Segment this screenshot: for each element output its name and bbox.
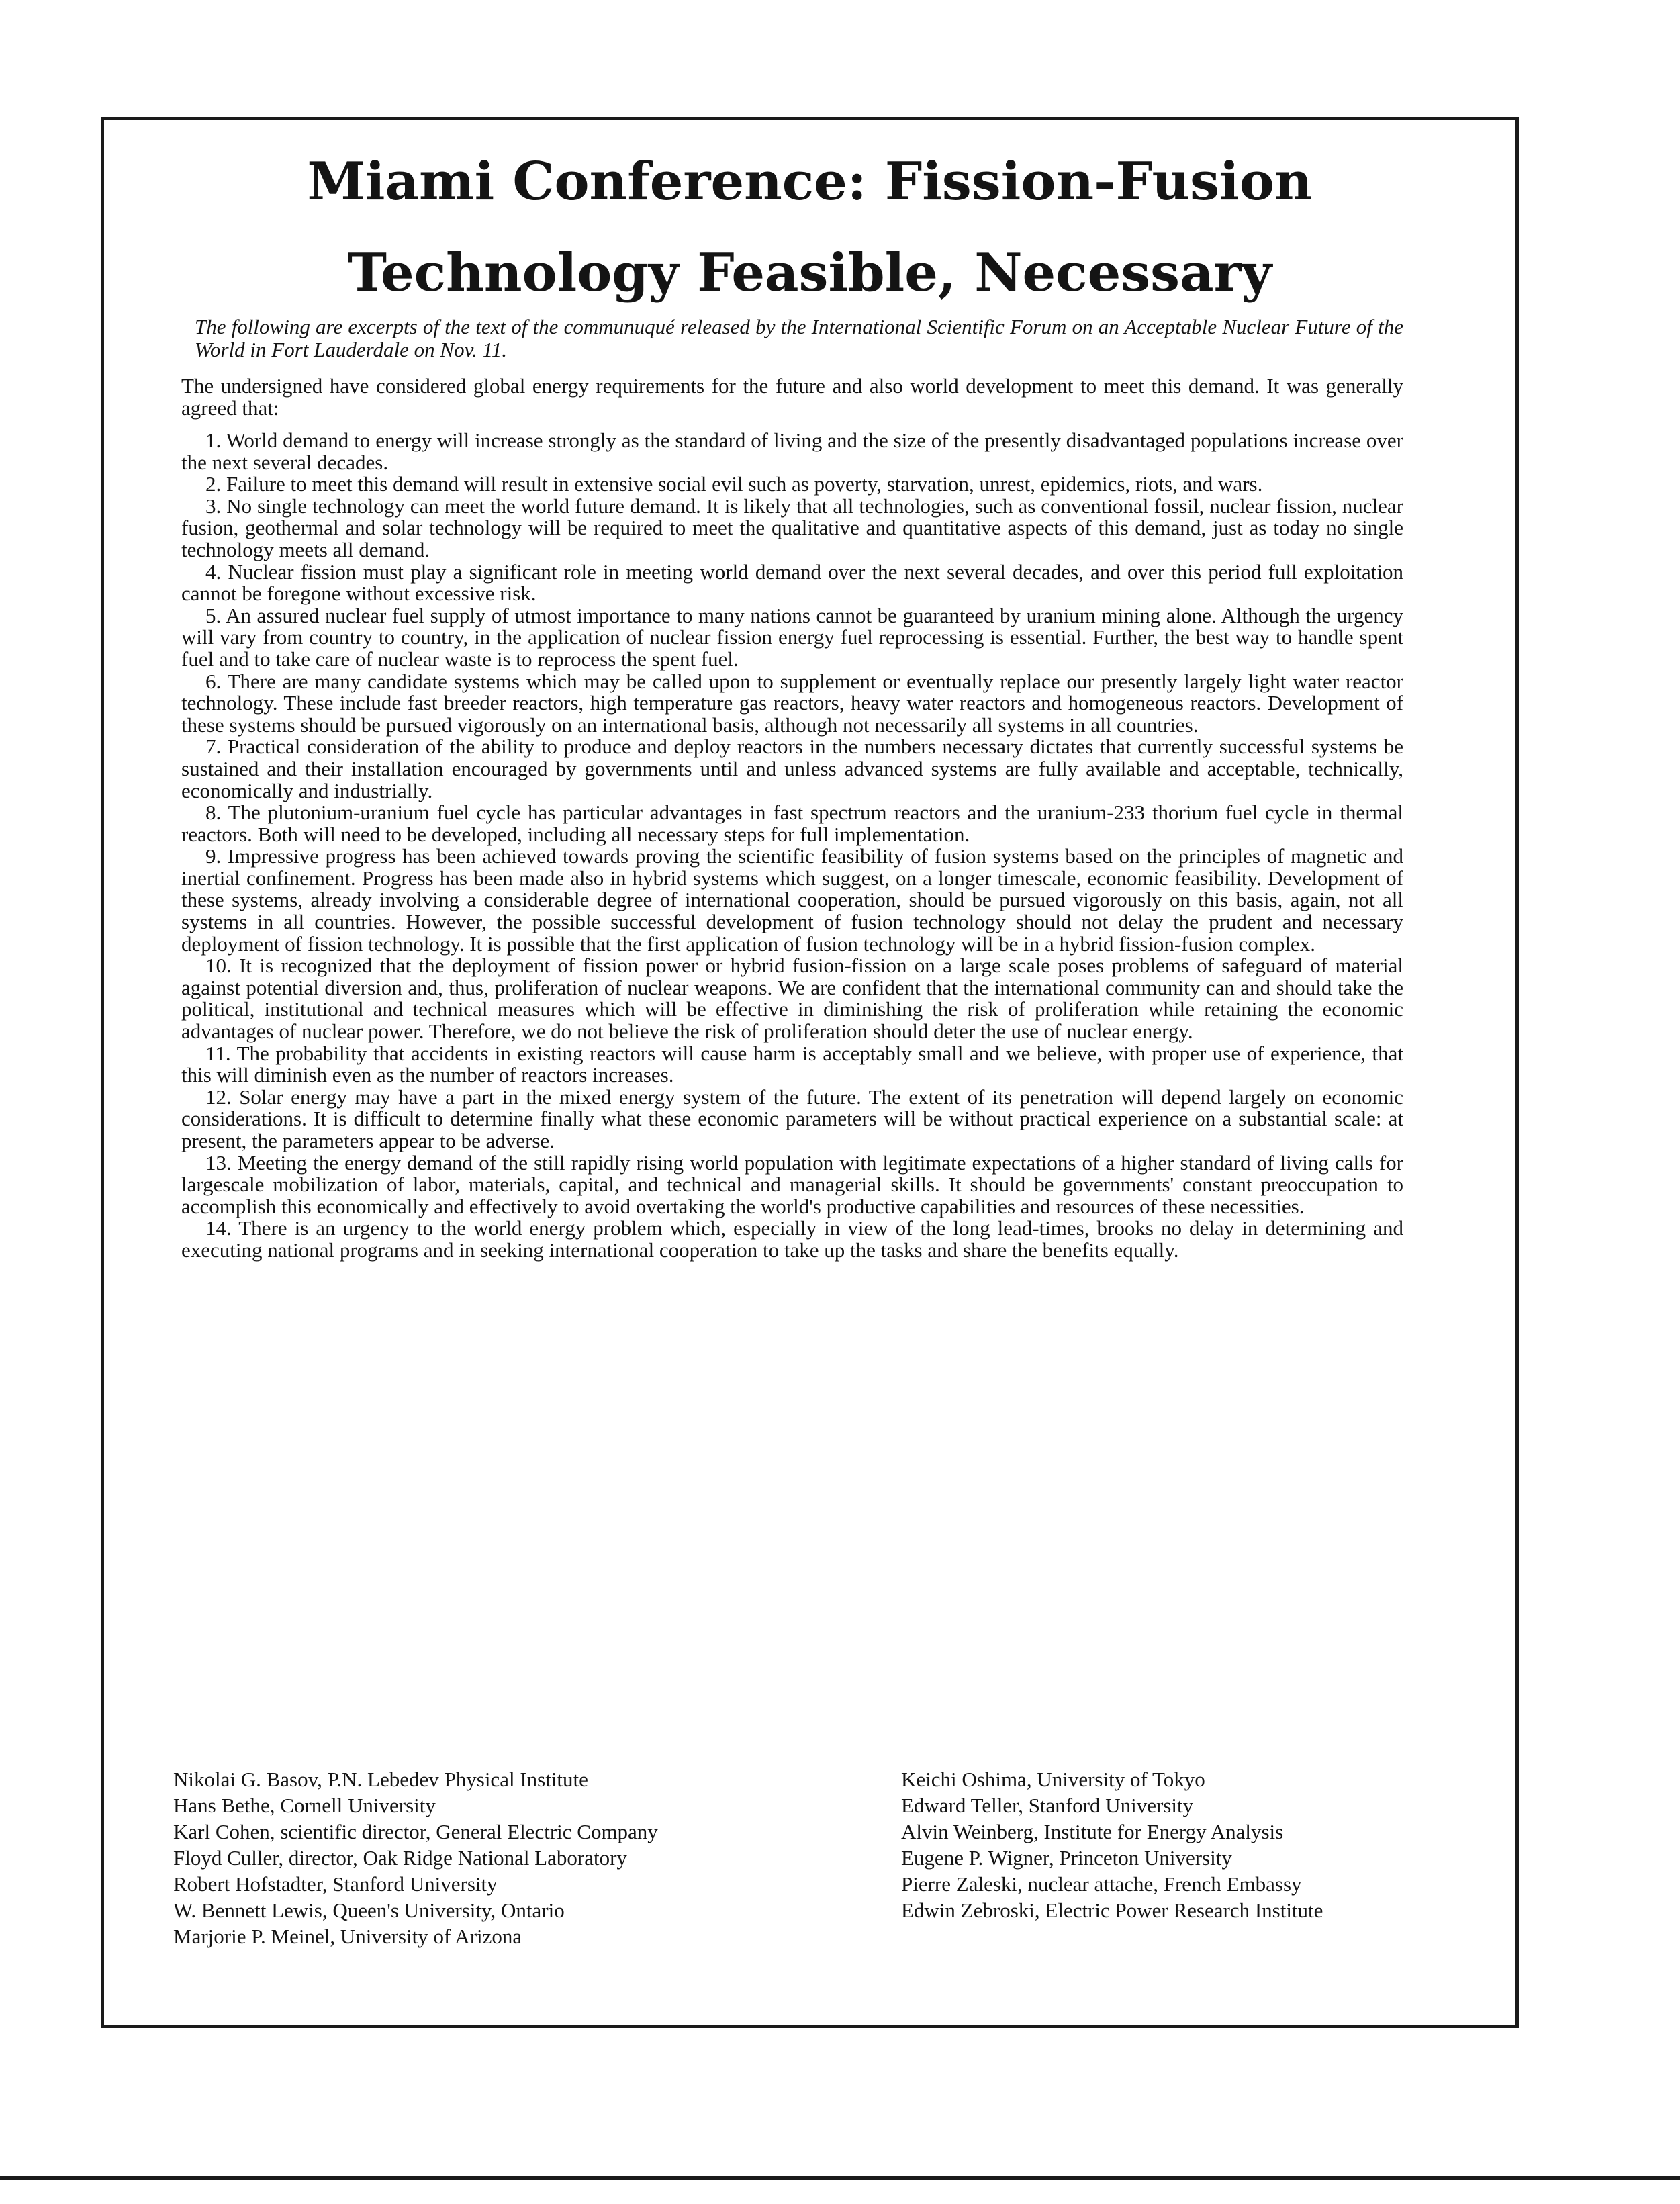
point-item: 9. Impressive progress has been achieved towards proving the scientific feasibility of fusion systems based on the principles of magnetic and inertial confinement. Progress has been made also in hybrid systems which suggest, on a longer timescale, economic feasibility. Development of these systems, already involving a considerable degree of international cooperation, should be pursued vigorously on this basis, again, not all systems in all countries. However, the possible successful development of fusion technology should not delay the prudent and necessary deployment of fission technology. It is possible that the first application of fusion technology will be in a hybrid fission-fusion complex.: [181, 844, 1403, 956]
signatory: W. Bennett Lewis, Queen's University, Ontario: [173, 1898, 565, 1922]
signatory: Marjorie P. Meinel, University of Arizona: [173, 1925, 522, 1948]
signatory: Karl Cohen, scientific director, General Electric Company: [173, 1820, 658, 1843]
signatory: Floyd Culler, director, Oak Ridge National Laboratory: [173, 1846, 627, 1870]
point-item: 6. There are many candidate systems which may be called upon to supplement or eventually replace our presently largely light water reactor technology. These include fast breeder reactors, high temperature gas reactors, heavy water reactors and homogeneous reactors. Development of these systems should be pursued vigorously on an international basis, although not necessarily all systems in all countries.: [181, 669, 1403, 737]
signatory: Hans Bethe, Cornell University: [173, 1794, 436, 1817]
bottom-rule: [0, 2176, 1680, 2180]
signatories-left: [173, 1766, 658, 1949]
point-item: 2. Failure to meet this demand will result in extensive social evil such as poverty, starvation, unrest, epidemics, riots, and wars.: [205, 472, 1263, 496]
signatories-right: [901, 1766, 1323, 1923]
signatory: Keichi Oshima, University of Tokyo: [901, 1767, 1205, 1791]
signatory: Edward Teller, Stanford University: [901, 1794, 1194, 1817]
point-item: 7. Practical consideration of the ability to produce and deploy reactors in the numbers necessary dictates that currently successful systems be sustained and their installation encouraged by governments until and unless advanced systems are fully available and acceptable, technically, economically and industrially.: [181, 735, 1403, 802]
point-item: 11. The probability that accidents in existing reactors will cause harm is acceptably small and we believe, with proper use of experience, that this will diminish even as the number of reactors increases.: [181, 1041, 1403, 1087]
signatory: Edwin Zebroski, Electric Power Research Institute: [901, 1898, 1323, 1922]
point-item: 12. Solar energy may have a part in the mixed energy system of the future. The extent of its penetration will depend largely on economic considerations. It is difficult to determine finally what these economic parameters will be without practical experience on a substantial scale: at present, the parameters appear to be adverse.: [181, 1085, 1403, 1152]
point-item: 8. The plutonium-uranium fuel cycle has particular advantages in fast spectrum reactors and the uranium-233 thorium fuel cycle in thermal reactors. Both will need to be developed, including all necessary steps for full implementation.: [181, 800, 1403, 846]
point-item: 5. An assured nuclear fuel supply of utmost importance to many nations cannot be guaranteed by uranium mining alone. Although the urgency will vary from country to country, in the application of nuclear fission energy fuel reprocessing is essential. Further, the best way to handle spent fuel and to take care of nuclear waste is to reprocess the spent fuel.: [181, 603, 1403, 671]
points-list: [181, 430, 1403, 1262]
signatory: Eugene P. Wigner, Princeton University: [901, 1846, 1232, 1870]
intro-paragraph: The following are excerpts of the text of the communuqué released by the International Scientific Forum on an Acceptable Nuclear Future of the World in Fort Lauderdale on Nov. 11.: [195, 315, 1403, 361]
point-item: 13. Meeting the energy demand of the still rapidly rising world population with legitimate expectations of a higher standard of living calls for largescale mobilization of labor, materials, capital, and technical and managerial skills. It should be governments' constant preoccupation to accomplish this economically and effectively to avoid overtaking the world's productive capabilities and resources of these necessities.: [181, 1150, 1403, 1218]
headline-line-1: Miami Conference: Fission-Fusion: [307, 151, 1313, 212]
headline-line-2: Technology Feasible, Necessary: [347, 242, 1272, 304]
point-item: 1. World demand to energy will increase strongly as the standard of living and the size of the presently disadvantaged populations increase over the next several decades.: [181, 428, 1403, 474]
lead-paragraph: The undersigned have considered global energy requirements for the future and also world development to meet this demand. It was generally agreed that:: [181, 374, 1403, 420]
signatory: Pierre Zaleski, nuclear attache, French Embassy: [901, 1872, 1302, 1896]
signatory: Alvin Weinberg, Institute for Energy Analysis: [901, 1820, 1284, 1843]
point-item: 10. It is recognized that the deployment of fission power or hybrid fusion-fission on a large scale poses problems of safeguard of material against potential diversion and, thus, proliferation of nuclear weapons. We are confident that the international community can and should take the political, institutional and technical measures which will be effective in diminishing the risk of proliferation while retaining the economic advantages of nuclear power. Therefore, we do not believe the risk of proliferation should deter the use of nuclear energy.: [181, 954, 1403, 1044]
signatory: Nikolai G. Basov, P.N. Lebedev Physical Institute: [173, 1767, 588, 1791]
point-item: 3. No single technology can meet the world future demand. It is likely that all technologies, such as conventional fossil, nuclear fission, nuclear fusion, geothermal and solar technology will be required to meet the qualitative and quantitative aspects of this demand, just as today no single technology meets all demand.: [181, 494, 1403, 561]
point-item: 4. Nuclear fission must play a significant role in meeting world demand over the next several decades, and over this period full exploitation cannot be foregone without excessive risk.: [181, 559, 1403, 606]
signatory: Robert Hofstadter, Stanford University: [173, 1872, 498, 1896]
point-item: 14. There is an urgency to the world energy problem which, especially in view of the long lead-times, brooks no delay in determining and executing national programs and in seeking international cooperation to take up the tasks and share the benefits equally.: [181, 1216, 1403, 1262]
